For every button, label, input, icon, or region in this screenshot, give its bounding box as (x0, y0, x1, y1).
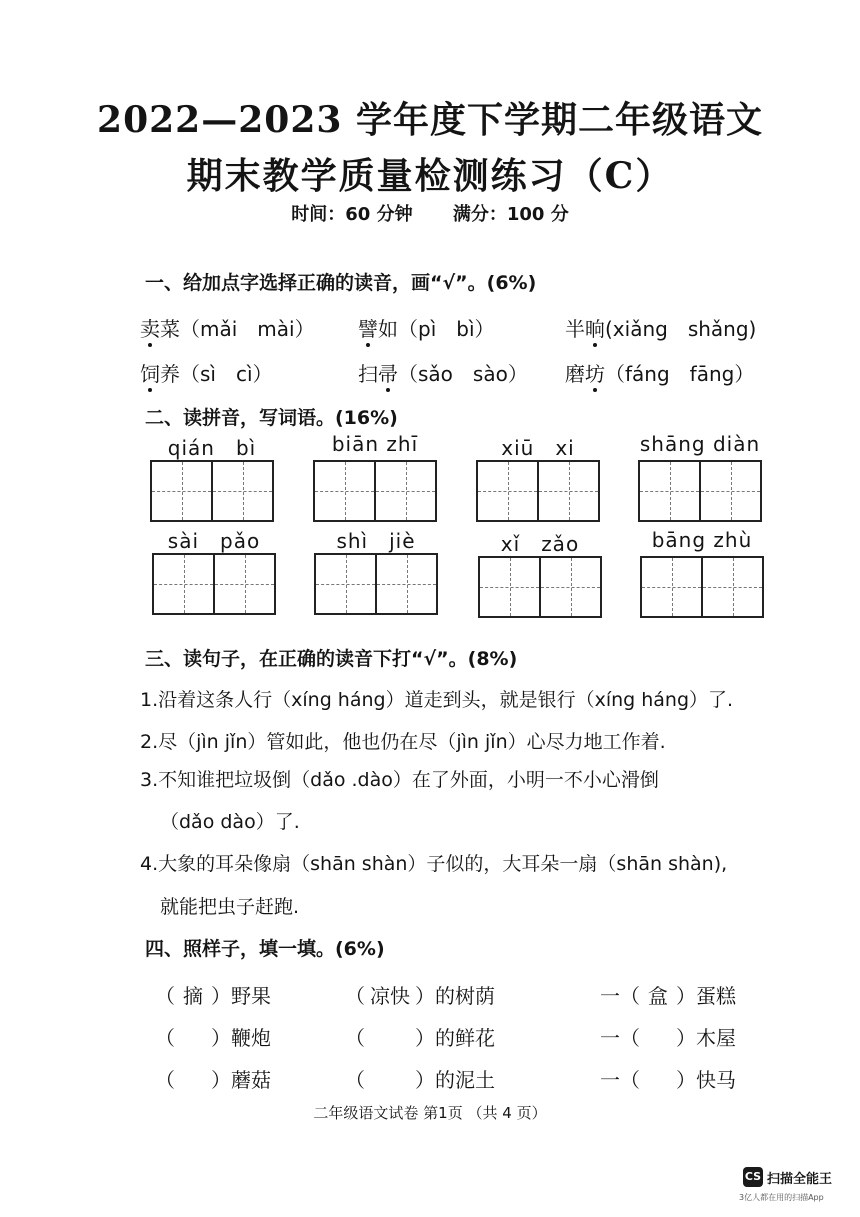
fill-item: （ ）蘑菇 (155, 1068, 271, 1092)
pinyin-box (638, 432, 762, 522)
watermark-name: 扫描全能王 (767, 1172, 833, 1187)
fill-item: （ ）的泥土 (345, 1068, 495, 1092)
fill-item: （ 摘 ）野果 (155, 980, 271, 1009)
fill-blank[interactable]: 盒 (648, 984, 668, 1008)
sentence-1: 1.沿着这条人行（xíng háng）道走到头，就是银行（xíng háng）了. (140, 689, 734, 711)
writing-grid[interactable] (476, 460, 600, 522)
section1-item: 譬如（pì bì） (358, 317, 495, 341)
writing-grid[interactable] (638, 460, 762, 522)
exam-meta (0, 200, 860, 226)
section2-heading: 二、读拼音，写词语。(16%) (145, 407, 398, 429)
fill-item: 一（ ）木屋 (600, 1026, 736, 1050)
exam-score: 满分：100 分 (452, 204, 569, 225)
sentence-4: 4.大象的耳朵像扇（shān shàn）子似的，大耳朵一扇（shān shàn), (140, 853, 728, 875)
writing-grid[interactable] (640, 556, 764, 618)
exam-title-line1: 2022—2023 学年度下学期二年级语文 (97, 99, 763, 141)
writing-grid[interactable] (150, 460, 274, 522)
fill-item: 一（ ）快马 (600, 1068, 736, 1092)
fill-item: （ ）的鲜花 (345, 1026, 495, 1050)
section1-heading: 一、给加点字选择正确的读音，画“√”。(6%) (145, 272, 537, 294)
fill-blank[interactable]: 摘 (183, 984, 203, 1008)
fill-item: （ ）鞭炮 (155, 1026, 271, 1050)
fill-blank[interactable]: 凉快 (370, 984, 410, 1008)
exam-title-line2: 期末教学质量检测练习（C） (186, 155, 674, 197)
watermark-tagline: 3亿人都在用的扫描App (739, 1193, 824, 1202)
sentence-4-cont: 就能把虫子赶跑. (160, 896, 300, 918)
pinyin-box (150, 432, 274, 522)
pinyin-box (152, 525, 276, 615)
pinyin-label: xǐ zǎo (500, 532, 580, 556)
pinyin-box (476, 432, 600, 522)
section1-item: 半晌(xiǎng shǎng) (565, 317, 757, 341)
pinyin-label: qián bì (167, 436, 257, 460)
pinyin-label: biān zhī (331, 432, 419, 456)
pinyin-label: shāng diàn (639, 432, 761, 456)
sentence-3-cont: （dǎo dào）了. (160, 811, 300, 833)
pinyin-label: shì jiè (336, 529, 416, 553)
pinyin-label: xiū xi (501, 436, 575, 460)
camscanner-watermark (739, 1167, 843, 1207)
writing-grid[interactable] (313, 460, 437, 522)
writing-grid[interactable] (152, 553, 276, 615)
section1-item: 磨坊（fáng fāng） (565, 362, 755, 386)
pinyin-box (640, 528, 764, 618)
section1-item: 卖菜（mǎi mài） (140, 317, 315, 341)
section1-row1 (140, 313, 790, 341)
pinyin-box (314, 525, 438, 615)
pinyin-label: sài pǎo (167, 529, 261, 553)
pinyin-label: bāng zhù (651, 528, 753, 552)
fill-item: （ 凉快 ）的树荫 (345, 980, 495, 1009)
pinyin-box (313, 432, 437, 522)
section1-row2 (140, 358, 790, 386)
writing-grid[interactable] (314, 553, 438, 615)
pinyin-box (478, 528, 602, 618)
page-footer: 二年级语文试卷 第1页 （共 4 页） (313, 1104, 547, 1122)
writing-grid[interactable] (478, 556, 602, 618)
section3-heading: 三、读句子，在正确的读音下打“√”。(8%) (145, 648, 518, 670)
exam-time: 时间：60 分钟 (291, 204, 413, 225)
section1-item: 饲养（sì cì） (140, 362, 273, 386)
sentence-2: 2.尽（jìn jǐn）管如此，他也仍在尽（jìn jǐn）心尽力地工作着. (140, 731, 666, 753)
fill-item: 一（ 盒 ）蛋糕 (600, 980, 736, 1009)
section4-heading: 四、照样子，填一填。(6%) (145, 938, 385, 960)
sentence-3: 3.不知谁把垃圾倒（dǎo .dào）在了外面，小明一不小心滑倒 (140, 769, 659, 791)
section1-item: 扫帚（sǎo sào） (358, 362, 528, 386)
camscanner-logo-icon: CS (743, 1167, 763, 1187)
